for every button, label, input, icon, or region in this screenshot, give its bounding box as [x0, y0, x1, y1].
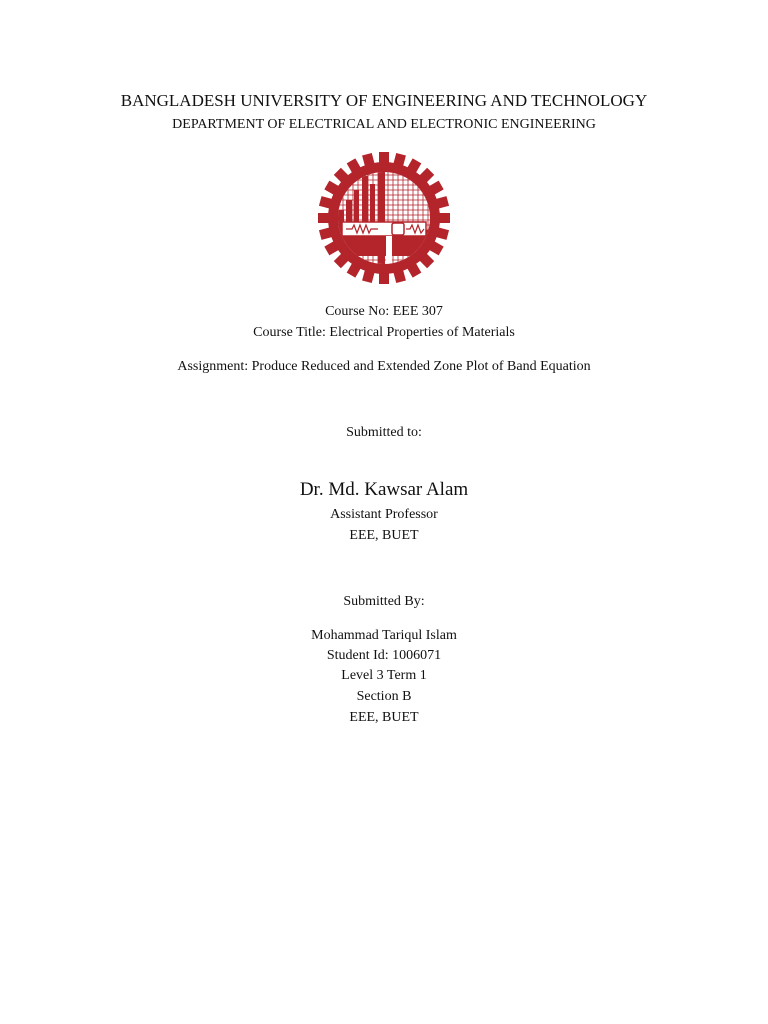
- student-level: Level 3 Term 1: [341, 668, 427, 683]
- instructor-name: Dr. Md. Kawsar Alam: [299, 479, 469, 500]
- instructor-designation: Assistant Professor: [330, 507, 438, 522]
- submitted-to-label: Submitted to:: [346, 425, 422, 440]
- submitted-by-label: Submitted By:: [343, 594, 425, 609]
- instructor-department: EEE, BUET: [349, 528, 419, 543]
- student-section: Section B: [356, 689, 412, 704]
- assignment-title: Assignment: Produce Reduced and Extended Zone Plot of Band Equation: [177, 359, 591, 374]
- department-name: DEPARTMENT OF ELECTRICAL AND ELECTRONIC ENGINEERING: [172, 117, 596, 132]
- university-name: BANGLADESH UNIVERSITY OF ENGINEERING AND TECHNOLOGY: [120, 91, 648, 110]
- course-number: Course No: EEE 307: [325, 304, 443, 319]
- student-id: Student Id: 1006071: [326, 648, 442, 663]
- course-title: Course Title: Electrical Properties of Materials: [253, 325, 515, 340]
- student-department: EEE, BUET: [349, 710, 419, 725]
- student-name: Mohammad Tariqul Islam: [311, 628, 457, 643]
- buet-logo-icon: [316, 150, 452, 286]
